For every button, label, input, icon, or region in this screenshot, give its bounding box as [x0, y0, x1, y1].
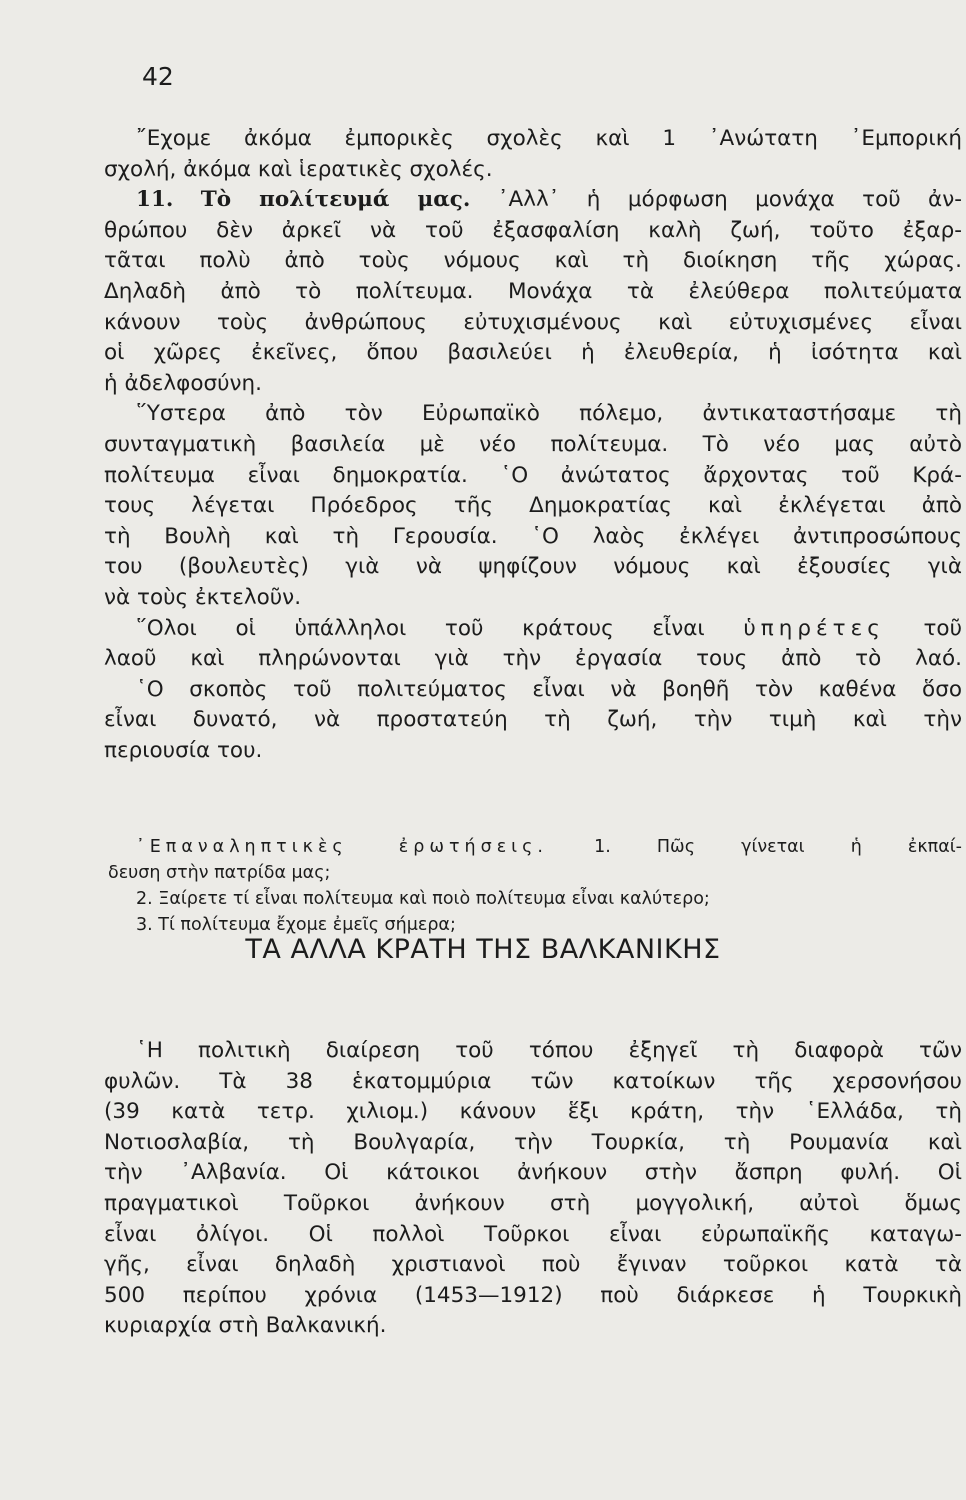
text-line: ῾Η πολιτικὴ διαίρεση τοῦ τόπου ἐξηγεῖ τὴ διαφορὰ τῶν — [136, 1038, 962, 1063]
text-line: ῞Υστερα ἀπὸ τὸν Εὐρωπαϊκὸ πόλεμο, ἀντικαταστήσαμε τὴ — [136, 401, 962, 427]
text-line: του (βουλευτὲς) γιὰ νὰ ψηφίζουν νόμους καὶ ἐξουσίες γιὰ — [104, 554, 962, 580]
text-line: πολίτευμα εἶναι δημοκρατία. ῾Ο ἀνώτατος ἄρχοντας τοῦ Κρά- — [104, 462, 962, 488]
text-line: εἶναι δυνατό, νὰ προστατεύη τὴ ζωή, τὴν τιμὴ καὶ τὴν — [104, 707, 962, 733]
text-line: λαοῦ καὶ πληρώνονται γιὰ τὴν ἐργασία τους ἀπὸ τὸ λαό. — [104, 646, 962, 672]
text-line — [104, 614, 962, 645]
text-line: φυλῶν. Τὰ 38 ἑκατομμύρια τῶν κατοίκων τῆς χερσονήσου — [104, 1068, 962, 1094]
chapter-title: ΤΑ ΑΛΛΑ ΚΡΑΤΗ ΤΗΣ ΒΑΛΚΑΝΙΚΗΣ — [245, 934, 721, 965]
paragraph-balkan-states — [104, 1036, 962, 1342]
text-line: ἡ ἀδελφοσύνη. — [104, 370, 263, 396]
text-line: (39 κατὰ τετρ. χιλιομ.) κάνουν ἕξι κράτη, τὴν ῾Ελλάδα, τὴ — [104, 1099, 962, 1125]
text-line: νὰ τοὺς ἐκτελοῦν. — [104, 584, 302, 610]
heading-continuation: ᾿Αλλ᾿ ἡ μόρφωση μονάχα τοῦ ἀν- — [497, 187, 962, 213]
text-fragment: τοῦ — [923, 615, 962, 641]
text-line: κάνουν τοὺς ἀνθρώπους εὐτυχισμένους καὶ εὐτυχισμένες εἶναι — [104, 309, 962, 335]
text-line: τᾶται πολὺ ἀπὸ τοὺς νόμους καὶ τὴ διοίκηση τῆς χώρας. — [104, 248, 962, 274]
section-title: Τὸ πολίτευμά μας. — [200, 187, 471, 213]
question-1: 1. Πῶς γίνεται ἡ ἐκπαί- — [594, 837, 962, 857]
text-line: Δηλαδὴ ἀπὸ τὸ πολίτευμα. Μονάχα τὰ ἐλεύθερα πολιτεύματα — [104, 278, 962, 304]
section-heading-line — [104, 185, 962, 216]
text-line: 500 περίπου χρόνια (1453—1912) ποὺ διάρκεσε ἡ Τουρκικὴ — [104, 1282, 962, 1308]
paragraph-schools — [104, 124, 962, 766]
text-line: εἶναι ὀλίγοι. Οἱ πολλοὶ Τοῦρκοι εἶναι εὐρωπαϊκῆς καταγω- — [104, 1221, 962, 1247]
text-line: τους λέγεται Πρόεδρος τῆς Δημοκρατίας καὶ ἐκλέγεται ἀπὸ — [104, 493, 962, 519]
text-line: Νοτιοσλαβία, τὴ Βουλγαρία, τὴν Τουρκία, τὴ Ρουμανία καὶ — [104, 1129, 962, 1155]
text-fragment: ῞Ολοι οἱ ὑπάλληλοι τοῦ κράτους εἶναι — [136, 615, 705, 641]
text-line: τὴ Βουλὴ καὶ τὴ Γερουσία. ῾Ο λαὸς ἐκλέγει ἀντιπροσώπους — [104, 523, 962, 549]
text-line: οἱ χῶρες ἐκεῖνες, ὅπου βασιλεύει ἡ ἐλευθερία, ἡ ἰσότητα καὶ — [104, 340, 962, 366]
questions-first-line — [108, 834, 962, 860]
text-line: σχολή, ἀκόμα καὶ ἱερατικὲς σχολές. — [104, 156, 493, 182]
text-line: θρώπου δὲν ἀρκεῖ νὰ τοῦ ἐξασφαλίση καλὴ ζωή, τοῦτο ἐξαρ- — [104, 217, 962, 243]
text-line: τὴν ᾿Αλβανία. Οἱ κάτοικοι ἀνήκουν στὴν ἄσπρη φυλή. Οἱ — [104, 1160, 962, 1186]
spaced-word: ὑπηρέτες — [743, 615, 885, 641]
text-line: ῾Ο σκοπὸς τοῦ πολιτεύματος εἶναι νὰ βοηθῆ τὸν καθένα ὅσο — [136, 676, 962, 702]
question-3: 3. Τί πολίτευμα ἔχομε ἐμεῖς σήμερα; — [136, 915, 456, 935]
questions-label: ᾿Επαναληπτικὲς ἐρωτήσεις. — [136, 837, 548, 857]
text-line: πραγματικοὶ Τοῦρκοι ἀνήκουν στὴ μογγολική, αὐτοὶ ὅμως — [104, 1190, 962, 1216]
question-1-continued: δευση στὴν πατρίδα μας; — [108, 863, 331, 883]
review-questions — [108, 834, 962, 938]
text-line: ῎Εχομε ἀκόμα ἐμπορικὲς σχολὲς καὶ 1 ᾿Ανώτατη ᾿Εμπορική — [136, 126, 962, 151]
section-number: 11. — [136, 187, 174, 213]
text-line: συνταγματικὴ βασιλεία μὲ νέο πολίτευμα. Τὸ νέο μας αὐτὸ — [104, 431, 962, 457]
page-number: 42 — [142, 62, 174, 91]
text-line: κυριαρχία στὴ Βαλκανική. — [104, 1313, 387, 1339]
text-line: γῆς, εἶναι δηλαδὴ χριστιανοὶ ποὺ ἔγιναν τοῦρκοι κατὰ τὰ — [104, 1252, 962, 1278]
question-2: 2. Ξαίρετε τί εἶναι πολίτευμα καὶ ποιὸ πολίτευμα εἶναι καλύτερο; — [136, 889, 710, 909]
text-line: περιουσία του. — [104, 737, 263, 763]
